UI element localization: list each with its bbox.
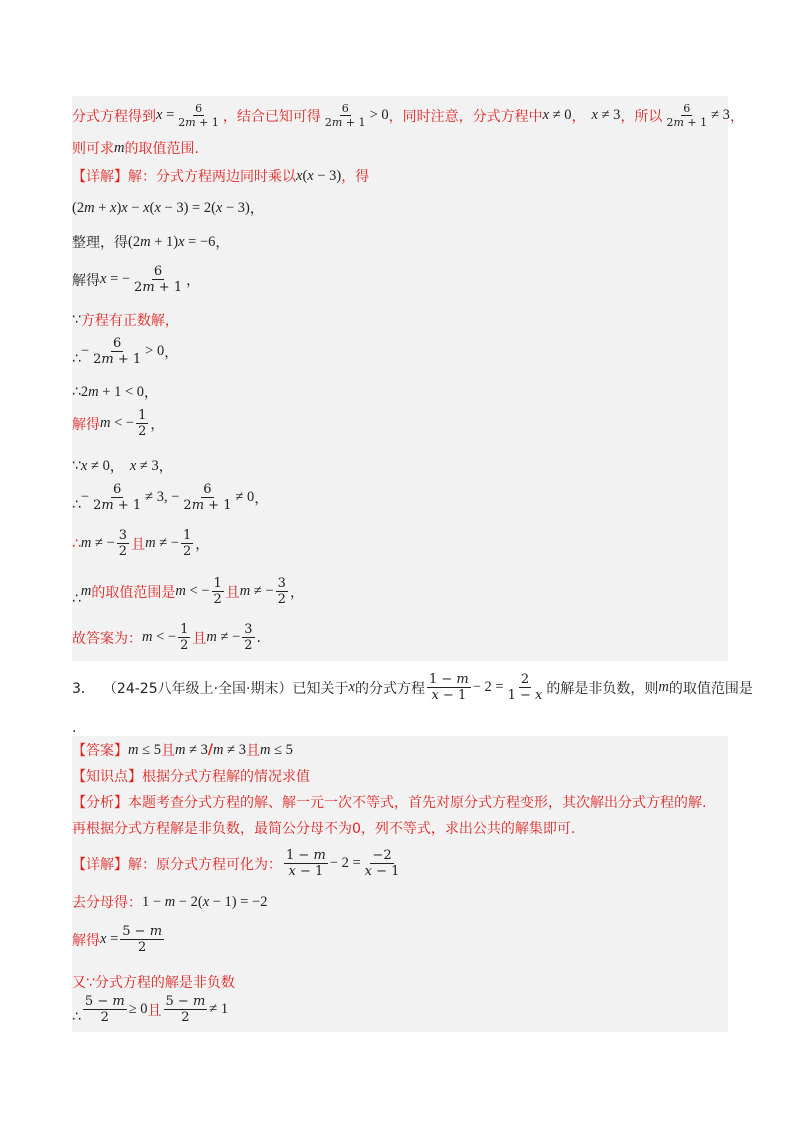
line-1: 分式方程得到 x = $\frac{6}{2m + 1}$ ，结合已知可得 $\frac{6}{2m + 1}$ > 0 ，同时注意，分式方程中 x ≠ 0 ， x ≠ 3 ，所以 $\frac{6}{2m + 1}$ ≠ 3 ， — [72, 102, 744, 129]
line-11: ∵ x ≠ 0 ， x ≠ 3 ， — [72, 457, 173, 475]
line-10: 解得 m < − $\frac{1}{2}$ ， — [72, 408, 165, 439]
knowledge-line: 【知识点】 根据分式方程解的情况求值 — [72, 766, 310, 786]
line-6: 解得 x = − $\frac{6}{2m + 1}$ ， — [72, 264, 201, 295]
line-14: ∴ m 的取值范围是 m < − $\frac{1}{2}$ 且 m ≠ − $\frac{3}{2}$ ， — [72, 576, 304, 607]
analysis-tag: 【分析】 — [72, 795, 128, 811]
solution-block-1 — [72, 96, 744, 661]
analysis-line-2: 再根据分式方程解是非负数，最简公分母不为0，列不等式，求出公共的解集即可. — [72, 821, 576, 837]
question-3: 3． （24-25八年级上·全国·期末） 已知关于 x 的分式方程 $\frac{1 - m}{x - 1}$ − 2 = $\frac{2}{1 - x}$ 的解是非负数，则 m 的取值范围是 — [72, 672, 753, 703]
detail-step-4: ∴ $\frac{5 - m}{2}$ ≥ 0 且 $\frac{5 - m}{2}$ ≠ 1 — [72, 994, 229, 1025]
detail-tag-2: 【详解】 — [72, 856, 128, 873]
question-source: （24-25八年级上·全国·期末） — [102, 680, 293, 697]
answer-line: 【答案】 m ≤ 5 且 m ≠ 3 / m ≠ 3 且 m ≤ 5 — [72, 741, 293, 759]
solution-block-2 — [72, 736, 728, 1032]
analysis-line-1: 【分析】 本题考查分式方程的解、解一元一次不等式，首先对原分式方程变形，其次解出分式方程的解. — [72, 792, 706, 812]
line-2: 则可求 m 的取值范围. — [72, 139, 199, 157]
line-9: ∴ 2m + 1 < 0 ， — [72, 383, 159, 401]
line-8: ∴ − $\frac{6}{2m + 1}$ > 0 ， — [72, 336, 179, 367]
answer-tag: 【答案】 — [72, 743, 128, 759]
detail-line: 【详解】 解：原分式方程可化为： $\frac{1 - m}{x - 1}$ − 2 = $\frac{-2}{x - 1}$ — [72, 848, 400, 879]
line-3: 【详解】 解：分式方程两边同时乘以 x(x − 3) ，得 — [72, 167, 370, 185]
detail-step-1: 去分母得： 1 − m − 2(x − 1) = −2 — [72, 893, 268, 911]
line-15: 故答案为： m < − $\frac{1}{2}$ 且 m ≠ − $\frac{3}{2}$ . — [72, 622, 261, 653]
line-13: ∴ m ≠ − $\frac{3}{2}$ 且 m ≠ − $\frac{1}{2}$ ， — [72, 528, 210, 559]
detail-step-3: 又∵分式方程的解是非负数 — [72, 975, 235, 991]
answer-blank: . — [72, 720, 77, 736]
detail-tag: 【详解】 — [72, 169, 128, 185]
line-12: ∴ − $\frac{6}{2m + 1}$ ≠ 3, − $\frac{6}{2m + 1}$ ≠ 0 ， — [72, 482, 269, 513]
line-5: 整理，得 (2m + 1)x = −6 ， — [72, 233, 230, 251]
line-7: ∵ 方程有正数解， — [72, 312, 179, 329]
line-4: (2m + x)x − x(x − 3) = 2(x − 3) ， — [72, 199, 264, 217]
question-number: 3． — [72, 680, 95, 697]
knowledge-tag: 【知识点】 — [72, 769, 142, 785]
detail-step-2: 解得 x = $\frac{5 - m}{2}$ — [72, 924, 163, 955]
